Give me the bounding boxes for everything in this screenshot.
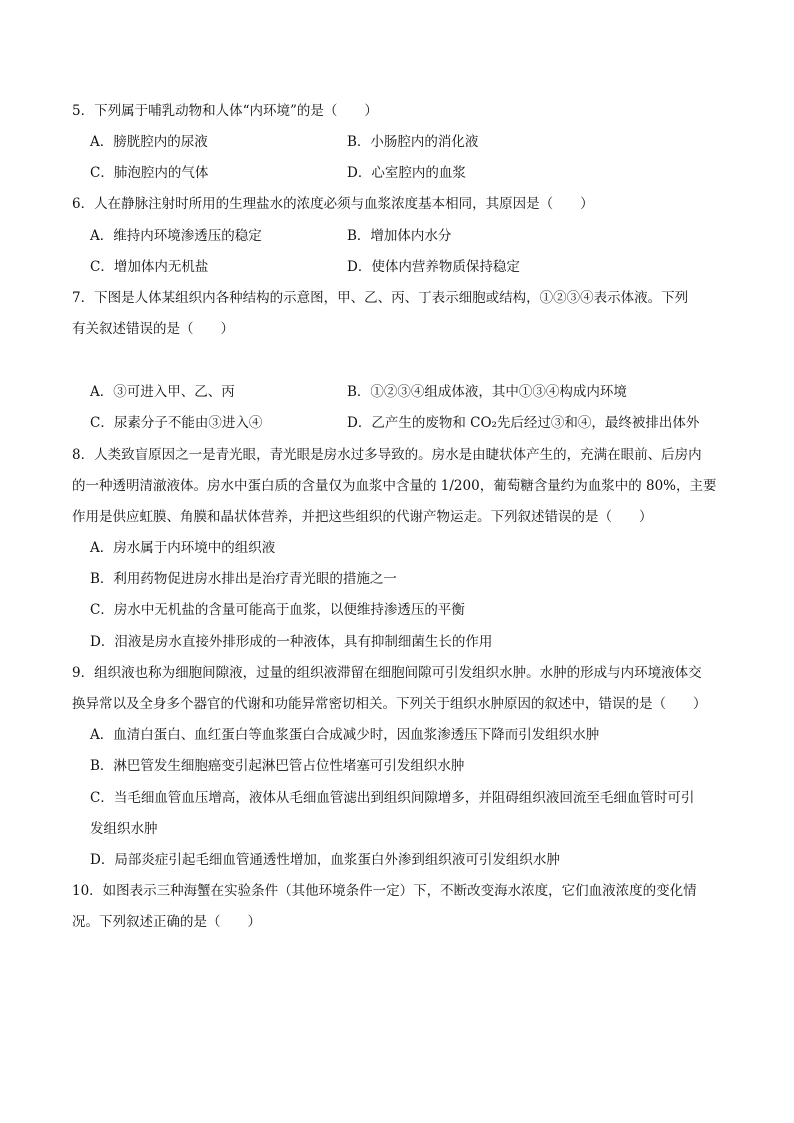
q9-option-a: A．血清白蛋白、血红蛋白等血浆蛋白合成减少时，因血浆渗透压下降而引发组织水肿: [90, 727, 600, 743]
q8-stem-line2: 的一种透明清澈液体。房水中蛋白质的含量仅为血浆中含量的 1/200，葡萄糖含量约为血浆中的 80%，主要: [72, 478, 717, 494]
q6-option-b: B．增加体内水分: [347, 228, 452, 244]
q5-option-a: A．膀胱腔内的尿液: [90, 134, 208, 150]
q7-stem-line1: 7．下图是人体某组织内各种结构的示意图，甲、乙、丙、丁表示细胞或结构，①②③④表示体液。下列: [72, 290, 689, 306]
q10-stem-line1: 10．如图表示三种海蟹在实验条件（其他环境条件一定）下，不断改变海水浓度，它们血液浓度的变化情: [72, 883, 697, 899]
q10-stem-line2: 况。下列叙述正确的是（ ）: [72, 914, 261, 930]
q8-stem-line3: 作用是供应虹膜、角膜和晶状体营养，并把这些组织的代谢产物运走。下列叙述错误的是（ ）: [72, 509, 653, 525]
q5-option-d: D．心室腔内的血浆: [347, 165, 466, 181]
q6-option-d: D．使体内营养物质保持稳定: [347, 259, 520, 275]
q8-option-a: A．房水属于内环境中的组织液: [90, 540, 276, 556]
q7-option-d: D．乙产生的废物和 CO₂先后经过③和④，最终被排出体外: [347, 415, 700, 431]
q6-option-a: A．维持内环境渗透压的稳定: [90, 228, 262, 244]
q7-option-b: B．①②③④组成体液，其中①③④构成内环境: [347, 384, 627, 400]
q7-stem-line2: 有关叙述错误的是（ ）: [72, 321, 234, 337]
q8-option-b: B．利用药物促进房水排出是治疗青光眼的措施之一: [90, 571, 397, 587]
q9-option-c-line2: 发组织水肿: [90, 821, 158, 837]
q9-option-d: D．局部炎症引起毛细血管通透性增加，血浆蛋白外渗到组织液可引发组织水肿: [90, 852, 560, 868]
q8-stem-line1: 8．人类致盲原因之一是青光眼，青光眼是房水过多导致的。房水是由睫状体产生的，充满在眼前、后房内: [72, 447, 702, 463]
q9-stem-line2: 换异常以及全身多个器官的代谢和功能异常密切相关。下列关于组织水肿原因的叙述中，错误的是（ ）: [72, 696, 707, 712]
q5-option-c: C．肺泡腔内的气体: [90, 165, 209, 181]
q6-option-c: C．增加体内无机盐: [90, 259, 209, 275]
q7-option-c: C．尿素分子不能由③进入④: [90, 415, 263, 431]
q6-stem: 6．人在静脉注射时所用的生理盐水的浓度必须与血浆浓度基本相同，其原因是（ ）: [72, 196, 594, 212]
q9-option-b: B．淋巴管发生细胞癌变引起淋巴管占位性堵塞可引发组织水肿: [90, 758, 465, 774]
q5-option-b: B．小肠腔内的消化液: [347, 134, 479, 150]
q9-stem-line1: 9．组织液也称为细胞间隙液，过量的组织液滞留在细胞间隙可引发组织水肿。水肿的形成与内环境液体交: [72, 665, 702, 681]
q8-option-d: D．泪液是房水直接外排形成的一种液体，具有抑制细菌生长的作用: [90, 634, 493, 650]
q7-option-a: A．③可进入甲、乙、丙: [90, 384, 235, 400]
q5-stem: 5．下列属于哺乳动物和人体“内环境”的是（ ）: [72, 103, 378, 119]
q9-option-c-line1: C．当毛细血管血压增高，液体从毛细血管滤出到组织间隙增多，并阻碍组织液回流至毛细血管时可引: [90, 790, 695, 806]
q8-option-c: C．房水中无机盐的含量可能高于血浆，以便维持渗透压的平衡: [90, 602, 465, 618]
